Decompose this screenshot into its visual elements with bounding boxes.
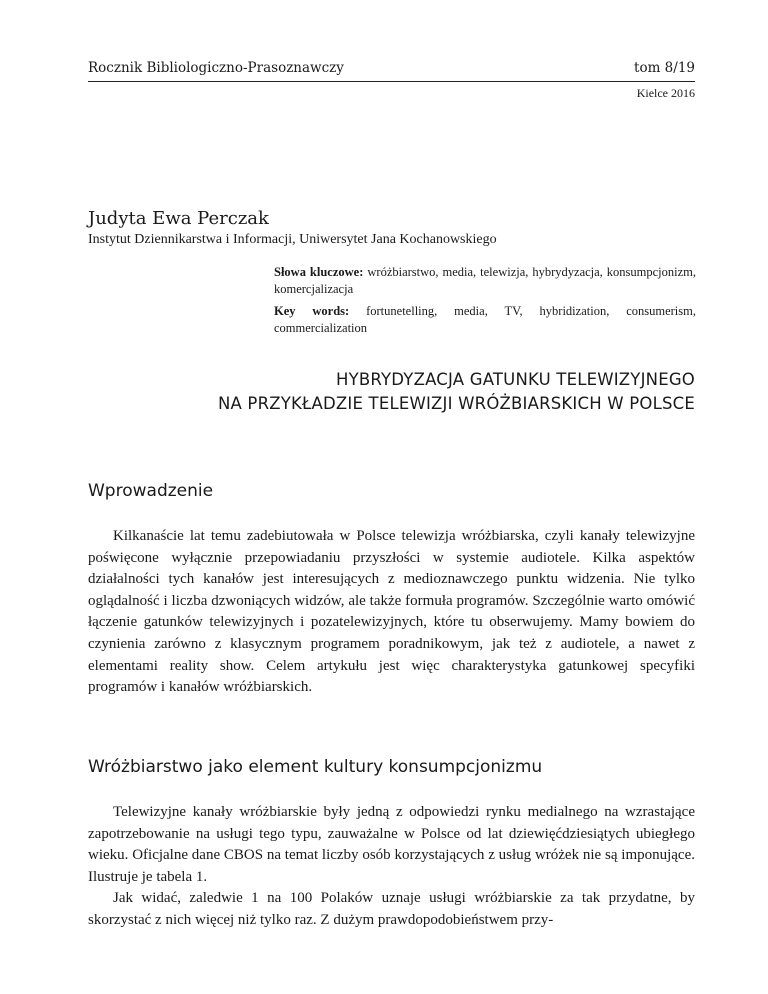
author-name: Judyta Ewa Perczak bbox=[88, 208, 269, 229]
keywords-english-label: Key words: bbox=[274, 304, 350, 318]
section-heading-consumerism: Wróżbiarstwo jako element kultury konsumpcjonizmu bbox=[88, 757, 543, 777]
article-title bbox=[75, 368, 695, 416]
paragraph: Jak widać, zaledwie 1 na 100 Polaków uznaje usługi wróżbiarskie za tak przydatne, by skorzystać z nich więcej niż tylko raz. Z dużym prawdopodobieństwem przy- bbox=[88, 890, 695, 928]
section-body-consumerism bbox=[88, 802, 695, 932]
paragraph: Telewizyjne kanały wróżbiarskie były jedną z odpowiedzi rynku medialnego na wzrastające zapotrzebowanie na usługi tego typu, zauważalne w Polsce od lat dziewięćdziesiątych ubiegłego wieku. Oficjalne dane CBOS na temat liczby osób korzystających z usług wróżek nie są imponujące. Ilustruje je tabela 1. bbox=[88, 804, 695, 885]
author-affiliation: Instytut Dziennikarstwa i Informacji, Uniwersytet Jana Kochanowskiego bbox=[88, 232, 497, 247]
section-body-introduction bbox=[88, 526, 695, 699]
keywords-english-text: fortunetelling, media, TV, hybridization, consumerism, commercialization bbox=[274, 304, 696, 335]
article-title-line-1: HYBRYDYZACJA GATUNKU TELEWIZYJNEGO bbox=[336, 370, 695, 389]
journal-name: Rocznik Bibliologiczno-Prasoznawczy bbox=[88, 60, 344, 76]
article-title-line-2: NA PRZYKŁADZIE TELEWIZJI WRÓŻBIARSKICH W POLSCE bbox=[217, 394, 695, 413]
volume-number: tom 8/19 bbox=[634, 60, 695, 76]
keywords-english bbox=[274, 303, 696, 337]
header-divider bbox=[88, 81, 695, 82]
keywords-polish-label: Słowa kluczowe: bbox=[274, 265, 364, 279]
section-heading-introduction: Wprowadzenie bbox=[88, 481, 214, 501]
place-year: Kielce 2016 bbox=[636, 86, 695, 100]
paragraph: Kilkanaście lat temu zadebiutowała w Polsce telewizja wróżbiarska, czyli kanały telewizyjne poświęcone wyłącznie przepowiadaniu przyszłości w systemie audiotele. Kilka aspektów działalności tych kanałów jest interesujących z medioznawczego punktu widzenia. Nie tylko oglądalność i liczba dzwoniących widzów, ale także formuła programów. Szczególnie warto omówić łączenie gatunków telewizyjnych i pozatelewizyjnych, które tu obserwujemy. Mamy bowiem do czynienia zarówno z klasycznym programem poradnikowym, jak też z audiotele, a nawet z elementami reality show. Celem artykułu jest więc charakterystyka gatunkowej specyfiki programów i kanałów wróżbiarskich. bbox=[88, 528, 695, 696]
keywords-polish-text: wróżbiarstwo, media, telewizja, hybrydyzacja, konsumpcjonizm, komercjalizacja bbox=[274, 265, 697, 296]
keywords-polish bbox=[274, 264, 696, 298]
